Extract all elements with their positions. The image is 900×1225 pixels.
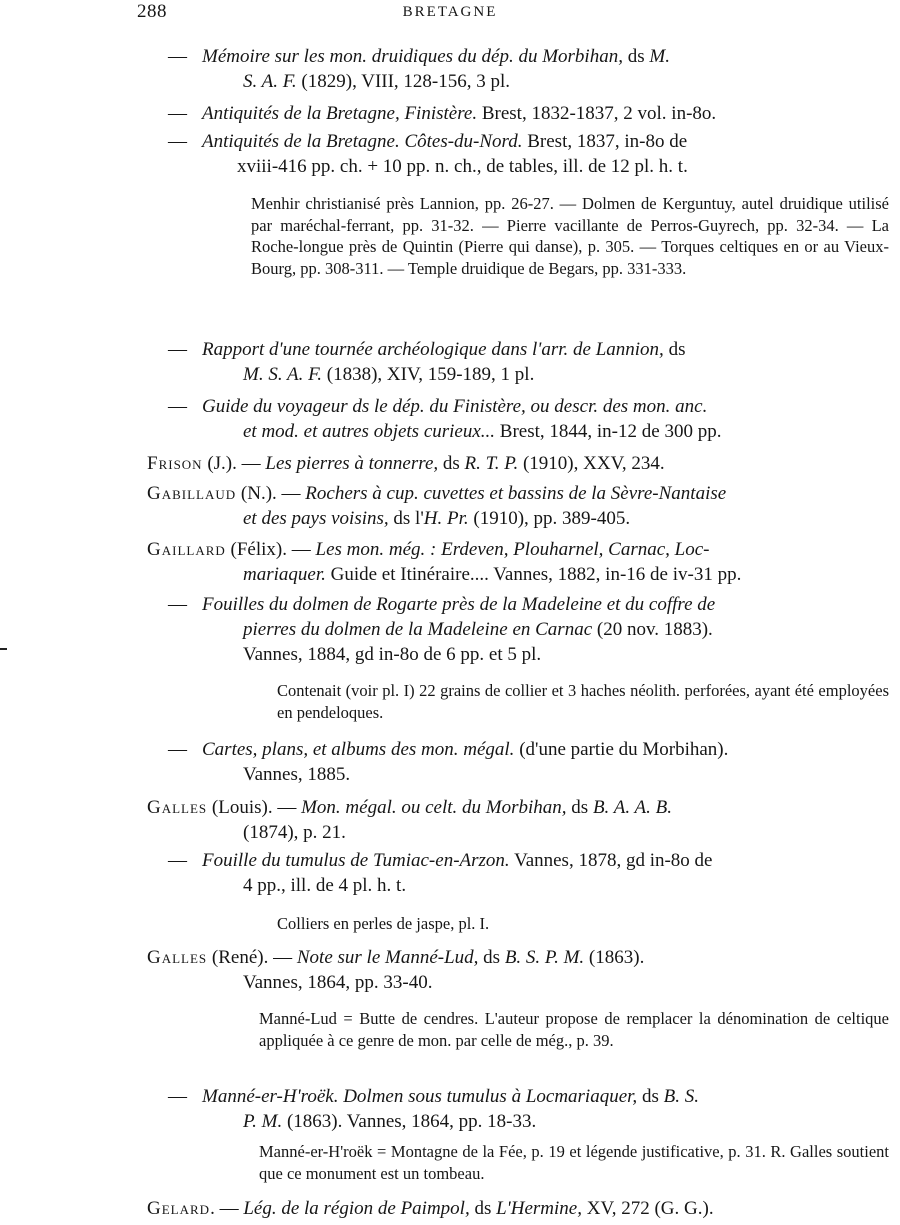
citation-text: (Louis). — xyxy=(207,797,302,818)
citation-text: (d'une partie du Morbihan). xyxy=(514,739,729,760)
author-name: Galles xyxy=(147,947,208,968)
entry-gelard xyxy=(147,1196,892,1221)
author-name: Gabillaud xyxy=(147,483,237,504)
entry-note: Contenait (voir pl. I) 22 grains de collier et 3 haches néolith. perforées, ayant été employées en pendeloques. xyxy=(277,681,889,722)
citation-text: 4 pp., ill. de 4 pl. h. t. xyxy=(243,875,407,896)
citation-text: ds xyxy=(663,339,686,360)
entry-line xyxy=(168,129,890,154)
citation-text: Vannes, 1885. xyxy=(243,764,351,785)
title-text: H. Pr. xyxy=(423,508,469,529)
title-text: L'Hermine, xyxy=(496,1198,582,1219)
title-text: S. A. F. xyxy=(243,71,297,92)
citation-text: ds l' xyxy=(388,508,424,529)
entry-line xyxy=(168,419,890,444)
entry-line xyxy=(147,537,892,562)
citation-text: Brest, 1837, in-8o de xyxy=(522,131,688,152)
page-number: 288 xyxy=(137,1,167,22)
entry-line xyxy=(147,795,892,820)
citation-text: (1863). xyxy=(584,947,645,968)
title-text: et mod. et autres objets curieux... xyxy=(243,421,496,442)
title-text: Manné-er-H'roëk. Dolmen sous tumulus à Locmariaquer, xyxy=(202,1086,638,1107)
repeat-dash: — xyxy=(168,850,187,871)
entry-galles-louis xyxy=(147,795,892,845)
entry-line xyxy=(168,642,890,667)
title-text: Lég. de la région de Paimpol, xyxy=(243,1198,470,1219)
entry-line xyxy=(168,362,890,387)
title-text: Antiquités de la Bretagne, Finistère. xyxy=(202,103,478,124)
citation-text: (1910), pp. 389-405. xyxy=(468,508,631,529)
title-text: B. S. xyxy=(663,1086,699,1107)
citation-text: ds xyxy=(438,453,465,474)
entry-line xyxy=(168,762,890,787)
title-text: B. A. A. B. xyxy=(592,797,672,818)
entry-cartes-plans xyxy=(168,737,890,787)
entry-note: Manné-Lud = Butte de cendres. L'auteur propose de remplacer la dénomination de celtique appliquée à ce genre de mon. par celle de még., p. 39. xyxy=(259,1009,889,1050)
entry-line xyxy=(168,617,890,642)
entry-gabillaud xyxy=(147,481,892,531)
margin-mark xyxy=(0,648,7,650)
citation-text: xviii-416 pp. ch. + 10 pp. n. ch., de tables, ill. de 12 pl. h. t. xyxy=(237,156,688,177)
entry-line xyxy=(168,873,890,898)
entry-rapport-lannion xyxy=(168,337,890,387)
citation-text: XV, 272 (G. G.). xyxy=(581,1198,714,1219)
entry-line xyxy=(168,737,890,762)
title-text: Rapport d'une tournée archéologique dans l'arr. de Lannion, xyxy=(202,339,664,360)
running-title: BRETAGNE xyxy=(402,4,498,20)
entry-line xyxy=(168,848,890,873)
entry-manne-er-hroek xyxy=(168,1084,890,1134)
entry-line xyxy=(168,592,890,617)
page-header xyxy=(0,0,900,30)
citation-text: Vannes, 1864, pp. 33-40. xyxy=(243,972,433,993)
repeat-dash: — xyxy=(168,1086,187,1107)
citation-text: (1910), XXV, 234. xyxy=(518,453,665,474)
citation-text: Brest, 1832-1837, 2 vol. in-8o. xyxy=(477,103,717,124)
entry-gaillard xyxy=(147,537,892,587)
citation-text: (20 nov. 1883). xyxy=(592,619,713,640)
title-text: pierres du dolmen de la Madeleine en Carnac xyxy=(243,619,593,640)
title-text: M. xyxy=(649,46,670,67)
citation-text: . — xyxy=(210,1198,244,1219)
title-text: Note sur le Manné-Lud, xyxy=(296,947,479,968)
title-text: Les pierres à tonnerre, xyxy=(265,453,439,474)
citation-text: (1863). Vannes, 1864, pp. 18-33. xyxy=(282,1111,537,1132)
title-text: Rochers à cup. cuvettes et bassins de la Sèvre-Nantaise xyxy=(305,483,727,504)
citation-text: (René). — xyxy=(207,947,297,968)
citation-text: Vannes, 1878, gd in-8o de xyxy=(509,850,713,871)
citation-text: (1874), p. 21. xyxy=(243,822,346,843)
title-text: Antiquités de la Bretagne. Côtes-du-Nord. xyxy=(202,131,523,152)
title-text: Guide du voyageur ds le dép. du Finistère, ou descr. des mon. anc. xyxy=(202,396,708,417)
citation-text: ds xyxy=(622,46,650,67)
entry-line xyxy=(168,101,890,126)
citation-text: ds xyxy=(637,1086,664,1107)
citation-text: (J.). — xyxy=(202,453,266,474)
entry-note: Colliers en perles de jaspe, pl. I. xyxy=(277,914,490,933)
citation-text: (1829), VIII, 128-156, 3 pl. xyxy=(296,71,511,92)
title-text: Fouille du tumulus de Tumiac-en-Arzon. xyxy=(202,850,510,871)
entry-line xyxy=(147,1196,892,1221)
entry-note: Manné-er-H'roëk = Montagne de la Fée, p. 19 et légende justificative, p. 31. R. Galles soutient que ce monument est un tombeau. xyxy=(259,1142,889,1183)
repeat-dash: — xyxy=(168,103,187,124)
entry-line xyxy=(147,481,892,506)
entry-line xyxy=(168,394,890,419)
entry-line xyxy=(147,451,892,476)
title-text: Mémoire sur les mon. druidiques du dép. du Morbihan, xyxy=(202,46,623,67)
entry-frison xyxy=(147,451,892,476)
citation-text: ds xyxy=(469,1198,497,1219)
title-text: R. T. P. xyxy=(464,453,519,474)
title-text: M. S. A. F. xyxy=(243,364,322,385)
citation-text: ds xyxy=(566,797,593,818)
citation-text: (N.). — xyxy=(236,483,306,504)
title-text: Fouilles du dolmen de Rogarte près de la Madeleine et du coffre de xyxy=(202,594,716,615)
repeat-dash: — xyxy=(168,339,187,360)
entry-line xyxy=(168,1109,890,1134)
citation-text: Brest, 1844, in-12 de 300 pp. xyxy=(495,421,722,442)
entry-guide-finistere xyxy=(168,394,890,444)
title-text: B. S. P. M. xyxy=(504,947,585,968)
entry-line xyxy=(168,1084,890,1109)
entry-line xyxy=(147,945,892,970)
title-text: Les mon. még. : Erdeven, Plouharnel, Carnac, Loc- xyxy=(315,539,710,560)
author-name: Galles xyxy=(147,797,208,818)
entry-line xyxy=(168,69,890,94)
entry-line xyxy=(147,970,892,995)
author-name: Gaillard xyxy=(147,539,226,560)
entry-antiquites-cotes-du-nord xyxy=(168,129,890,179)
citation-text: (1838), XIV, 159-189, 1 pl. xyxy=(322,364,535,385)
entry-fouilles-rogarte xyxy=(168,592,890,667)
citation-text: (Félix). — xyxy=(225,539,316,560)
entry-memoire-druidiques xyxy=(168,44,890,94)
repeat-dash: — xyxy=(168,46,187,67)
repeat-dash: — xyxy=(168,739,187,760)
entry-line xyxy=(168,337,890,362)
title-text: et des pays voisins, xyxy=(243,508,389,529)
title-text: Mon. mégal. ou celt. du Morbihan, xyxy=(301,797,567,818)
citation-text: Guide et Itinéraire.... Vannes, 1882, in-16 de iv-31 pp. xyxy=(325,564,742,585)
entry-line xyxy=(147,820,892,845)
title-text: mariaquer. xyxy=(243,564,326,585)
repeat-dash: — xyxy=(168,396,187,417)
entry-line xyxy=(147,506,892,531)
entry-antiquites-finistere xyxy=(168,101,890,126)
entry-tumiac xyxy=(168,848,890,898)
entry-galles-rene xyxy=(147,945,892,995)
entry-line xyxy=(168,154,890,179)
title-text: P. M. xyxy=(243,1111,283,1132)
repeat-dash: — xyxy=(168,594,187,615)
title-text: Cartes, plans, et albums des mon. mégal. xyxy=(202,739,515,760)
entry-line xyxy=(147,562,892,587)
repeat-dash: — xyxy=(168,131,187,152)
citation-text: ds xyxy=(478,947,505,968)
author-name: Frison xyxy=(147,453,203,474)
entry-note: Menhir christianisé près Lannion, pp. 26-27. — Dolmen de Kerguntuy, autel druidique utilisé par maréchal-ferrant, pp. 31-32. — Pierre vacillante de Perros-Guyrech, pp. 32-34. — La Roche-longue près de Quintin (Pierre qui danse), p. 305. — Torques celtiques en or au Vieux-Bourg, pp. 308-311. — Temple druidique de Begars, pp. 331-333. xyxy=(251,194,889,278)
citation-text: Vannes, 1884, gd in-8o de 6 pp. et 5 pl. xyxy=(243,644,542,665)
author-name: Gelard xyxy=(147,1198,211,1219)
entry-line xyxy=(168,44,890,69)
